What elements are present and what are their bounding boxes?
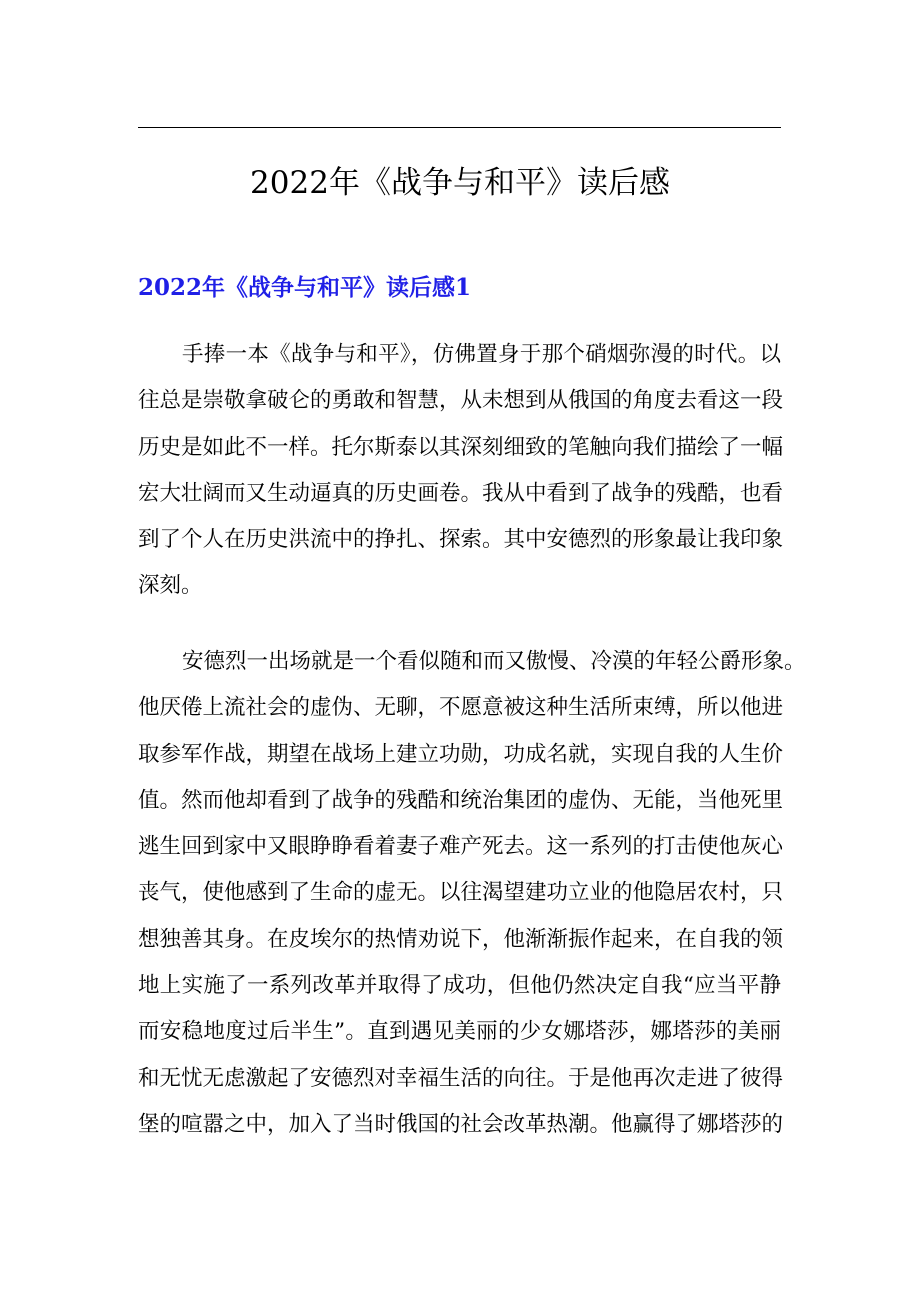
section-heading: 2022年《战争与和平》读后感1 [138,274,472,301]
document-title: 2022年《战争与和平》读后感 [250,165,670,201]
text-line: 值。然而他却看到了战争的残酷和统治集团的虚伪、无能，当他死里 [138,787,784,813]
text-line: 堡的喧嚣之中，加入了当时俄国的社会改革热潮。他赢得了娜塔莎的 [138,1111,784,1137]
text-line: 逃生回到家中又眼睁睁看着妻子难产死去。这一系列的打击使他灰心 [138,834,784,860]
text-line: 深刻。 [138,573,203,599]
text-line: 宏大壮阔而又生动逼真的历史画卷。我从中看到了战争的残酷，也看 [138,480,784,506]
text-line: 安德烈一出场就是一个看似随和而又傲慢、冷漠的年轻公爵形象。 [182,649,806,674]
text-line: 丧气，使他感到了生命的虚无。以往渴望建功立业的他隐居农村，只 [138,880,784,906]
text-line: 往总是崇敬拿破仑的勇敢和智慧，从未想到从俄国的角度去看这一段 [138,388,784,414]
text-line: 和无忧无虑激起了安德烈对幸福生活的向往。于是他再次走进了彼得 [138,1065,784,1091]
header-rule [138,127,781,128]
text-line: 到了个人在历史洪流中的挣扎、探索。其中安德烈的形象最让我印象 [138,527,784,553]
text-line: 历史是如此不一样。托尔斯泰以其深刻细致的笔触向我们描绘了一幅 [138,434,784,460]
paragraph-1 [138,332,784,610]
text-line: 而安稳地度过后半生”。直到遇见美丽的少女娜塔莎，娜塔莎的美丽 [138,1019,781,1045]
text-line: 他厌倦上流社会的虚伪、无聊，不愿意被这种生活所束缚，所以他进 [138,695,784,721]
text-line: 地上实施了一系列改革并取得了成功，但他仍然决定自我“应当平静 [138,973,781,999]
text-line: 想独善其身。在皮埃尔的热情劝说下，他渐渐振作起来，在自我的领 [138,926,784,952]
text-line: 取参军作战，期望在战场上建立功勋，功成名就，实现自我的人生价 [138,741,784,767]
paragraph-2 [138,639,806,1148]
text-line: 手捧一本《战争与和平》，仿佛置身于那个硝烟弥漫的时代。以 [182,342,781,367]
